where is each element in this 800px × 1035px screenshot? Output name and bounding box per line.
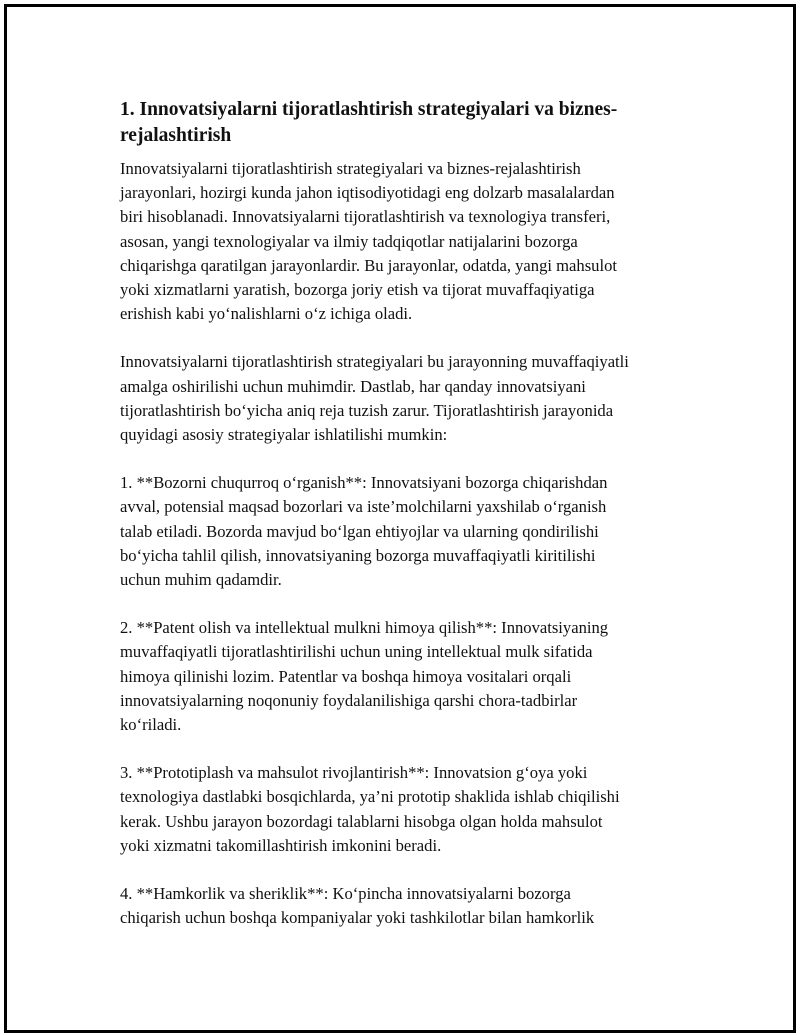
strategies-paragraph: Innovatsiyalarni tijoratlashtirish strategiyalari bu jarayonning muvaffaqiyatli amalga oshirilishi uchun muhimdir. Dastlab, har qanday innovatsiyani tijoratlashtirish bo‘yicha aniq reja tuzish zarur. Tijoratlashtirish jarayonida quyidagi asosiy strategiyalar ishlatilishi mumkin: — [120, 352, 629, 445]
list-item-market-research: 1. **Bozorni chuqurroq o‘rganish**: Innovatsiyani bozorga chiqarishdan avval, potensial maqsad bozorlari va iste’molchilarni yaxshilab o‘rganish talab etiladi. Bozorda mavjud bo‘lgan ehtiyojlar va ularning qondirilishi bo‘yicha tahlil qilish, innovatsiyaning bozorga muvaffaqiyatli kiritilishi uchun muhim qadamdir. — [120, 473, 608, 590]
intro-paragraph: Innovatsiyalarni tijoratlashtirish strategiyalari va biznes-rejalashtirish jarayonlari, hozirgi kunda jahon iqtisodiyotidagi eng dolzarb masalalardan biri hisoblanadi. Innovatsiyalarni tijoratlashtirish va texnologiya transferi, asosan, yangi texnologiyalar va ilmiy tadqiqotlar natijalarini bozorga chiqarishga qaratilgan jarayonlardir. Bu jarayonlar, odatda, yangi mahsulot yoki xizmatlarni yaratish, bozorga joriy etish va tijorat muvaffaqiyatiga erishish kabi yo‘nalishlarni o‘z ichiga oladi. — [120, 159, 617, 324]
section-heading: 1. Innovatsiyalarni tijoratlashtirish strategiyalari va biznes- rejalashtirish — [120, 99, 618, 146]
page-frame — [4, 4, 796, 1033]
list-item-patent: 2. **Patent olish va intellektual mulkni himoya qilish**: Innovatsiyaning muvaffaqiyatli tijoratlashtirilishi uchun uning intellektual mulk sifatida himoya qilinishi lozim. Patentlar va boshqa himoya vositalari orqali innovatsiyalarning noqonuniy foydalanilishiga qarshi chora-tadbirlar ko‘riladi. — [120, 618, 609, 735]
list-item-partnership: 4. **Hamkorlik va sheriklik**: Ko‘pincha innovatsiyalarni bozorga chiqarish uchun boshqa kompaniyalar yoki tashkilotlar bilan hamkorlik — [120, 884, 595, 928]
document-body — [120, 97, 700, 954]
list-item-prototyping: 3. **Prototiplash va mahsulot rivojlantirish**: Innovatsion g‘oya yoki texnologiya dastlabki bosqichlarda, ya’ni prototip shaklida ishlab chiqilishi kerak. Ushbu jarayon bozordagi talablarni hisobga olgan holda mahsulot yoki xizmatni takomillashtirish imkonini beradi. — [120, 763, 620, 855]
